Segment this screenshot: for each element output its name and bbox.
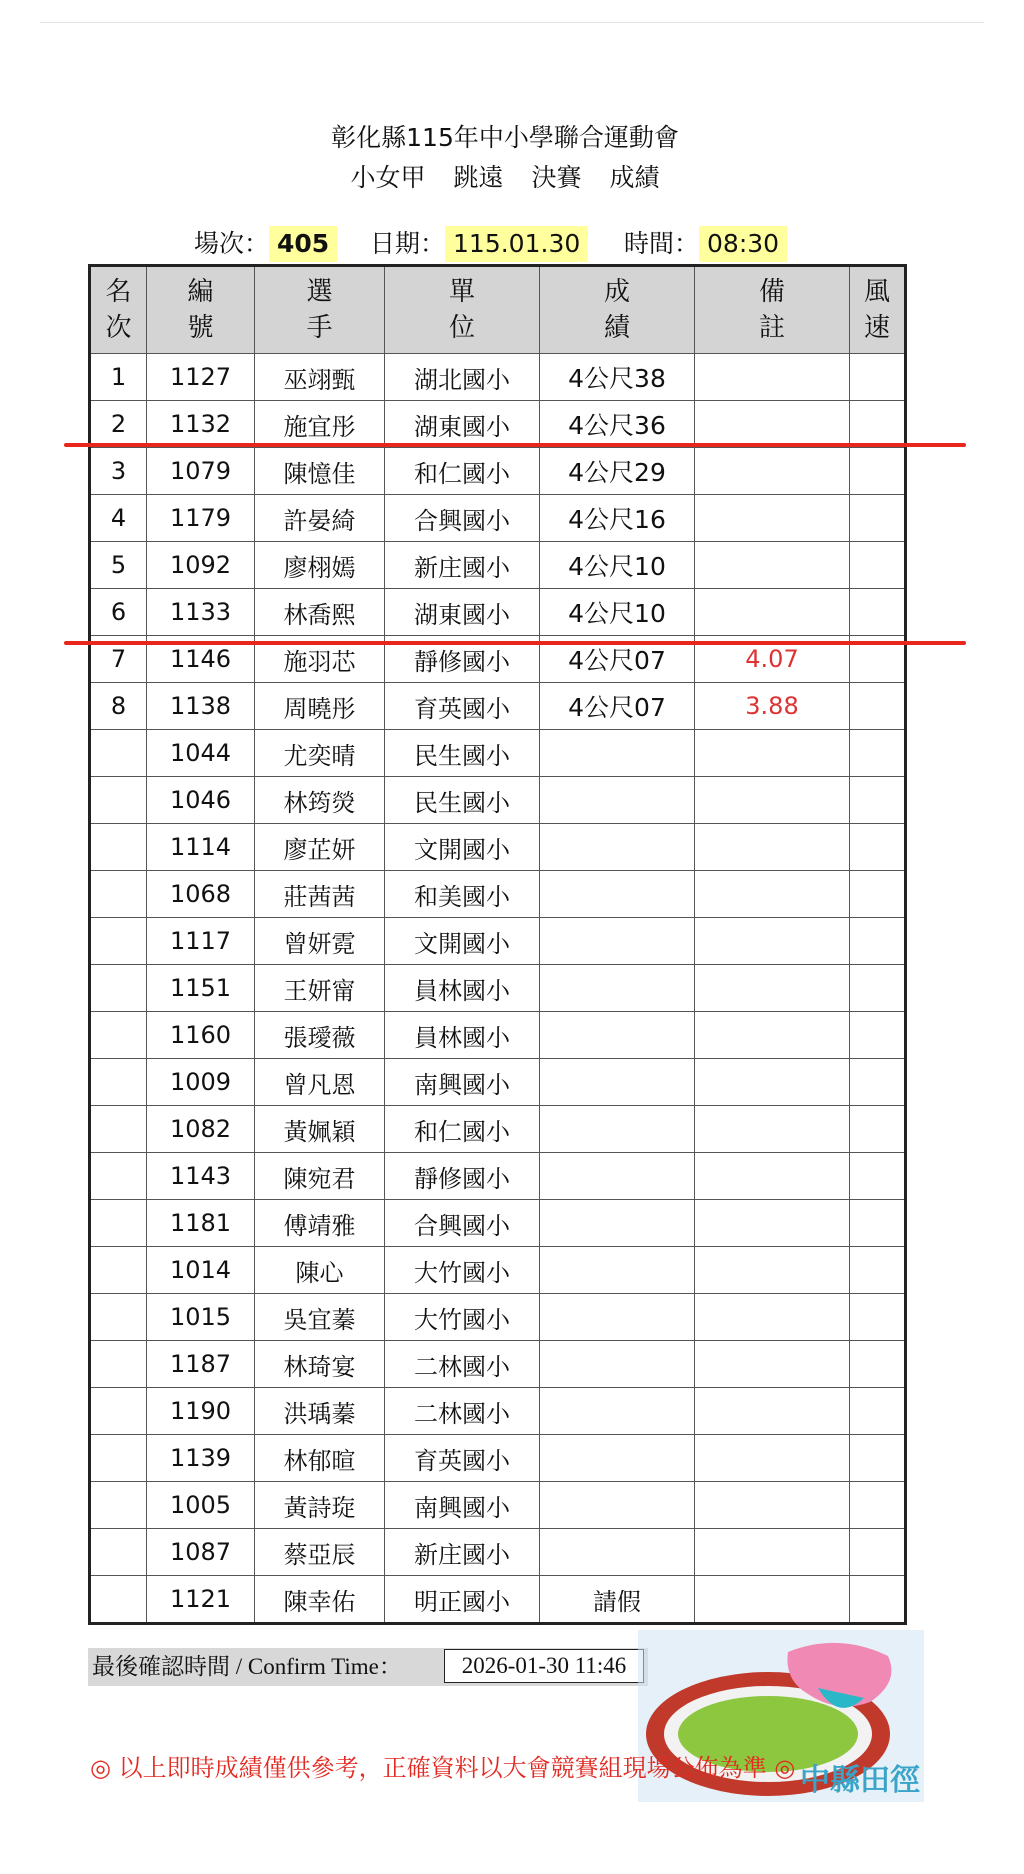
- school-cell: 湖北國小: [385, 354, 540, 401]
- school-cell: 靜修國小: [385, 636, 540, 683]
- column-header: [385, 266, 540, 354]
- athlete-name-cell: 莊茜茜: [255, 871, 385, 918]
- table-row: [90, 1153, 906, 1200]
- result-cell: [540, 1247, 695, 1294]
- event-subtitle: [0, 158, 1010, 194]
- bib-cell: 1068: [147, 871, 255, 918]
- result-cell: [540, 1153, 695, 1200]
- note-cell: [695, 777, 850, 824]
- table-row: [90, 730, 906, 777]
- bib-cell: 1160: [147, 1012, 255, 1059]
- rank-cell: 4: [90, 495, 147, 542]
- note-cell: [695, 1529, 850, 1576]
- wind-cell: [850, 542, 906, 589]
- note-cell: [695, 589, 850, 636]
- result-cell: [540, 965, 695, 1012]
- table-row: [90, 777, 906, 824]
- wind-cell: [850, 495, 906, 542]
- bib-cell: 1117: [147, 918, 255, 965]
- column-header-line: 手: [306, 313, 333, 343]
- note-cell: [695, 495, 850, 542]
- athlete-name-cell: 廖芷妍: [255, 824, 385, 871]
- wind-cell: [850, 824, 906, 871]
- subtitle-event: 跳遠: [453, 163, 504, 192]
- bib-cell: 1179: [147, 495, 255, 542]
- result-cell: [540, 1106, 695, 1153]
- column-header: [695, 266, 850, 354]
- wind-cell: [850, 1529, 906, 1576]
- confirm-time-label: 最後確認時間 / Confirm Time：: [92, 1654, 402, 1679]
- bib-cell: 1005: [147, 1482, 255, 1529]
- school-cell: 民生國小: [385, 777, 540, 824]
- result-cell: [540, 918, 695, 965]
- wind-cell: [850, 1294, 906, 1341]
- bib-cell: 1014: [147, 1247, 255, 1294]
- athlete-name-cell: 張璦薇: [255, 1012, 385, 1059]
- bib-cell: 1146: [147, 636, 255, 683]
- bib-cell: 1143: [147, 1153, 255, 1200]
- wind-cell: [850, 589, 906, 636]
- bib-cell: 1139: [147, 1435, 255, 1482]
- note-cell: [695, 1294, 850, 1341]
- school-cell: 文開國小: [385, 918, 540, 965]
- top-rule: [40, 22, 984, 23]
- result-cell: [540, 1435, 695, 1482]
- note-cell: [695, 542, 850, 589]
- school-cell: 新庄國小: [385, 1529, 540, 1576]
- school-cell: 南興國小: [385, 1059, 540, 1106]
- rank-cell: 3: [90, 448, 147, 495]
- result-cell: 4公尺16: [540, 495, 695, 542]
- table-row: [90, 1529, 906, 1576]
- column-header-line: 註: [758, 313, 785, 343]
- result-cell: 4公尺10: [540, 542, 695, 589]
- result-cell: [540, 1388, 695, 1435]
- athlete-name-cell: 黃姵穎: [255, 1106, 385, 1153]
- table-row: [90, 965, 906, 1012]
- rank-cell: [90, 1482, 147, 1529]
- wind-cell: [850, 1341, 906, 1388]
- school-cell: 二林國小: [385, 1341, 540, 1388]
- subtitle-results: 成績: [609, 163, 660, 192]
- note-cell: [695, 730, 850, 777]
- column-header: [147, 266, 255, 354]
- rank-cell: 7: [90, 636, 147, 683]
- wind-cell: [850, 1059, 906, 1106]
- athlete-name-cell: 洪瑀蓁: [255, 1388, 385, 1435]
- bib-cell: 1079: [147, 448, 255, 495]
- date-value: 115.01.30: [445, 226, 588, 262]
- rank-cell: 6: [90, 589, 147, 636]
- athlete-name-cell: 陳幸佑: [255, 1576, 385, 1624]
- wind-cell: [850, 777, 906, 824]
- note-cell: [695, 824, 850, 871]
- result-cell: 請假: [540, 1576, 695, 1624]
- table-row: [90, 1200, 906, 1247]
- table-row: [90, 448, 906, 495]
- athlete-name-cell: 尤奕晴: [255, 730, 385, 777]
- page-title: 彰化縣115年中小學聯合運動會: [331, 123, 679, 152]
- note-cell: [695, 1059, 850, 1106]
- wind-cell: [850, 401, 906, 448]
- result-cell: 4公尺36: [540, 401, 695, 448]
- rank-cell: [90, 824, 147, 871]
- rank-cell: 8: [90, 683, 147, 730]
- column-header-line: 選: [306, 277, 333, 307]
- athlete-name-cell: 林琦宴: [255, 1341, 385, 1388]
- athlete-name-cell: 許晏綺: [255, 495, 385, 542]
- note-cell: 4.07: [695, 636, 850, 683]
- table-row: [90, 871, 906, 918]
- wind-cell: [850, 871, 906, 918]
- athlete-name-cell: 施羽芯: [255, 636, 385, 683]
- athlete-name-cell: 吳宜蓁: [255, 1294, 385, 1341]
- footer-notice: ◎ 以上即時成績僅供參考，正確資料以大會競賽組現場公佈為準 ◎: [90, 1754, 796, 1782]
- wind-cell: [850, 965, 906, 1012]
- athlete-name-cell: 廖栩嫣: [255, 542, 385, 589]
- result-cell: [540, 777, 695, 824]
- date-label: 日期：: [370, 229, 446, 258]
- wind-cell: [850, 730, 906, 777]
- column-header-line: 績: [603, 313, 630, 343]
- athlete-name-cell: 王妍甯: [255, 965, 385, 1012]
- rank-cell: [90, 871, 147, 918]
- note-cell: [695, 1435, 850, 1482]
- wind-cell: [850, 1435, 906, 1482]
- result-cell: [540, 871, 695, 918]
- qualify-cutline-top2: [64, 443, 966, 447]
- school-cell: 南興國小: [385, 1482, 540, 1529]
- table-row: [90, 495, 906, 542]
- result-cell: [540, 1482, 695, 1529]
- rank-cell: 2: [90, 401, 147, 448]
- table-row: [90, 1106, 906, 1153]
- school-cell: 和仁國小: [385, 448, 540, 495]
- athlete-name-cell: 巫翊甄: [255, 354, 385, 401]
- school-cell: 新庄國小: [385, 542, 540, 589]
- school-cell: 育英國小: [385, 1435, 540, 1482]
- athlete-name-cell: 施宜彤: [255, 401, 385, 448]
- athlete-name-cell: 黃詩琁: [255, 1482, 385, 1529]
- result-cell: [540, 1200, 695, 1247]
- rank-cell: [90, 730, 147, 777]
- rank-cell: [90, 1200, 147, 1247]
- school-cell: 靜修國小: [385, 1153, 540, 1200]
- school-cell: 明正國小: [385, 1576, 540, 1624]
- table-row: [90, 1341, 906, 1388]
- result-cell: 4公尺29: [540, 448, 695, 495]
- bib-cell: 1121: [147, 1576, 255, 1624]
- athlete-name-cell: 陳憶佳: [255, 448, 385, 495]
- wind-cell: [850, 1388, 906, 1435]
- table-row: [90, 1012, 906, 1059]
- note-cell: 3.88: [695, 683, 850, 730]
- bib-cell: 1009: [147, 1059, 255, 1106]
- result-cell: [540, 1341, 695, 1388]
- column-header-line: 位: [448, 313, 475, 343]
- rank-cell: [90, 1106, 147, 1153]
- column-header-line: 名: [105, 277, 132, 307]
- table-row: [90, 824, 906, 871]
- result-cell: 4公尺38: [540, 354, 695, 401]
- table-row: [90, 401, 906, 448]
- athlete-name-cell: 陳心: [255, 1247, 385, 1294]
- bib-cell: 1138: [147, 683, 255, 730]
- school-cell: 和美國小: [385, 871, 540, 918]
- wind-cell: [850, 683, 906, 730]
- column-header: [540, 266, 695, 354]
- athlete-name-cell: 蔡亞辰: [255, 1529, 385, 1576]
- column-header-line: 速: [863, 313, 890, 343]
- note-cell: [695, 1482, 850, 1529]
- time-value: 08:30: [699, 226, 787, 262]
- note-cell: [695, 1576, 850, 1624]
- bib-cell: 1114: [147, 824, 255, 871]
- wind-cell: [850, 1576, 906, 1624]
- athlete-name-cell: 曾凡恩: [255, 1059, 385, 1106]
- athlete-name-cell: 周曉彤: [255, 683, 385, 730]
- bib-cell: 1082: [147, 1106, 255, 1153]
- athlete-name-cell: 陳宛君: [255, 1153, 385, 1200]
- session-value: 405: [269, 226, 337, 262]
- note-cell: [695, 1341, 850, 1388]
- athlete-name-cell: 傅靖雅: [255, 1200, 385, 1247]
- result-cell: [540, 824, 695, 871]
- session-label: 場次：: [194, 229, 270, 258]
- bib-cell: 1092: [147, 542, 255, 589]
- bib-cell: 1015: [147, 1294, 255, 1341]
- rank-cell: [90, 965, 147, 1012]
- school-cell: 合興國小: [385, 495, 540, 542]
- bib-cell: 1044: [147, 730, 255, 777]
- table-row: [90, 918, 906, 965]
- school-cell: 大竹國小: [385, 1294, 540, 1341]
- column-header: [90, 266, 147, 354]
- result-cell: [540, 1294, 695, 1341]
- column-header-line: 次: [105, 313, 132, 343]
- rank-cell: [90, 1529, 147, 1576]
- column-header: [255, 266, 385, 354]
- bib-cell: 1133: [147, 589, 255, 636]
- school-cell: 大竹國小: [385, 1247, 540, 1294]
- qualify-cutline-top6: [64, 641, 966, 645]
- time-info: [624, 226, 787, 262]
- table-row: [90, 589, 906, 636]
- wind-cell: [850, 1200, 906, 1247]
- bib-cell: 1181: [147, 1200, 255, 1247]
- school-cell: 合興國小: [385, 1200, 540, 1247]
- rank-cell: [90, 1153, 147, 1200]
- result-cell: 4公尺07: [540, 683, 695, 730]
- table-row: [90, 1388, 906, 1435]
- wind-cell: [850, 1153, 906, 1200]
- table-row: [90, 1059, 906, 1106]
- column-header-line: 成: [603, 277, 630, 307]
- school-cell: 湖東國小: [385, 589, 540, 636]
- athlete-name-cell: 林筠熒: [255, 777, 385, 824]
- school-cell: 育英國小: [385, 683, 540, 730]
- date-info: [370, 226, 588, 262]
- logo-text: 中縣田徑: [800, 1763, 920, 1798]
- confirm-time-value: 2026-01-30 11:46: [444, 1649, 644, 1683]
- rank-cell: [90, 1012, 147, 1059]
- table-row: [90, 683, 906, 730]
- column-header-line: 編: [187, 277, 214, 307]
- bib-cell: 1046: [147, 777, 255, 824]
- table-header-row: [90, 266, 906, 354]
- note-cell: [695, 354, 850, 401]
- note-cell: [695, 401, 850, 448]
- table-row: [90, 1294, 906, 1341]
- table-row: [90, 1435, 906, 1482]
- note-cell: [695, 918, 850, 965]
- bib-cell: 1132: [147, 401, 255, 448]
- confirm-time-bar: [88, 1648, 648, 1686]
- bib-cell: 1127: [147, 354, 255, 401]
- school-cell: 員林國小: [385, 1012, 540, 1059]
- table-row: [90, 542, 906, 589]
- note-cell: [695, 1247, 850, 1294]
- bib-cell: 1190: [147, 1388, 255, 1435]
- rank-cell: [90, 1341, 147, 1388]
- bib-cell: 1187: [147, 1341, 255, 1388]
- wind-cell: [850, 1482, 906, 1529]
- bib-cell: 1087: [147, 1529, 255, 1576]
- column-header-line: 備: [758, 277, 785, 307]
- athlete-name-cell: 曾妍霓: [255, 918, 385, 965]
- rank-cell: 1: [90, 354, 147, 401]
- rank-cell: [90, 777, 147, 824]
- wind-cell: [850, 918, 906, 965]
- wind-cell: [850, 1012, 906, 1059]
- wind-cell: [850, 1247, 906, 1294]
- rank-cell: [90, 1576, 147, 1624]
- subtitle-division: 小女甲: [350, 163, 426, 192]
- note-cell: [695, 1012, 850, 1059]
- result-cell: [540, 730, 695, 777]
- wind-cell: [850, 1106, 906, 1153]
- result-cell: 4公尺10: [540, 589, 695, 636]
- school-cell: 文開國小: [385, 824, 540, 871]
- rank-cell: [90, 1435, 147, 1482]
- result-cell: [540, 1529, 695, 1576]
- session-info: [194, 226, 337, 262]
- column-header: [850, 266, 906, 354]
- result-cell: [540, 1012, 695, 1059]
- athlete-name-cell: 林郁暄: [255, 1435, 385, 1482]
- table-row: [90, 1576, 906, 1624]
- school-cell: 和仁國小: [385, 1106, 540, 1153]
- note-cell: [695, 448, 850, 495]
- athlete-name-cell: 林喬熙: [255, 589, 385, 636]
- results-body: [90, 354, 906, 1624]
- column-header-line: 單: [448, 277, 475, 307]
- rank-cell: [90, 1294, 147, 1341]
- note-cell: [695, 1106, 850, 1153]
- rank-cell: [90, 1059, 147, 1106]
- result-cell: 4公尺07: [540, 636, 695, 683]
- rank-cell: [90, 1388, 147, 1435]
- school-cell: 二林國小: [385, 1388, 540, 1435]
- results-table: [88, 264, 907, 1625]
- subtitle-round: 決賽: [531, 163, 582, 192]
- column-header-line: 號: [187, 313, 214, 343]
- table-row: [90, 1247, 906, 1294]
- wind-cell: [850, 354, 906, 401]
- bib-cell: 1151: [147, 965, 255, 1012]
- school-cell: 員林國小: [385, 965, 540, 1012]
- table-row: [90, 1482, 906, 1529]
- note-cell: [695, 1153, 850, 1200]
- time-label: 時間：: [624, 229, 700, 258]
- school-cell: 湖東國小: [385, 401, 540, 448]
- note-cell: [695, 1200, 850, 1247]
- note-cell: [695, 871, 850, 918]
- note-cell: [695, 965, 850, 1012]
- rank-cell: 5: [90, 542, 147, 589]
- note-cell: [695, 1388, 850, 1435]
- rank-cell: [90, 918, 147, 965]
- table-row: [90, 354, 906, 401]
- wind-cell: [850, 448, 906, 495]
- rank-cell: [90, 1247, 147, 1294]
- column-header-line: 風: [863, 277, 890, 307]
- result-cell: [540, 1059, 695, 1106]
- school-cell: 民生國小: [385, 730, 540, 777]
